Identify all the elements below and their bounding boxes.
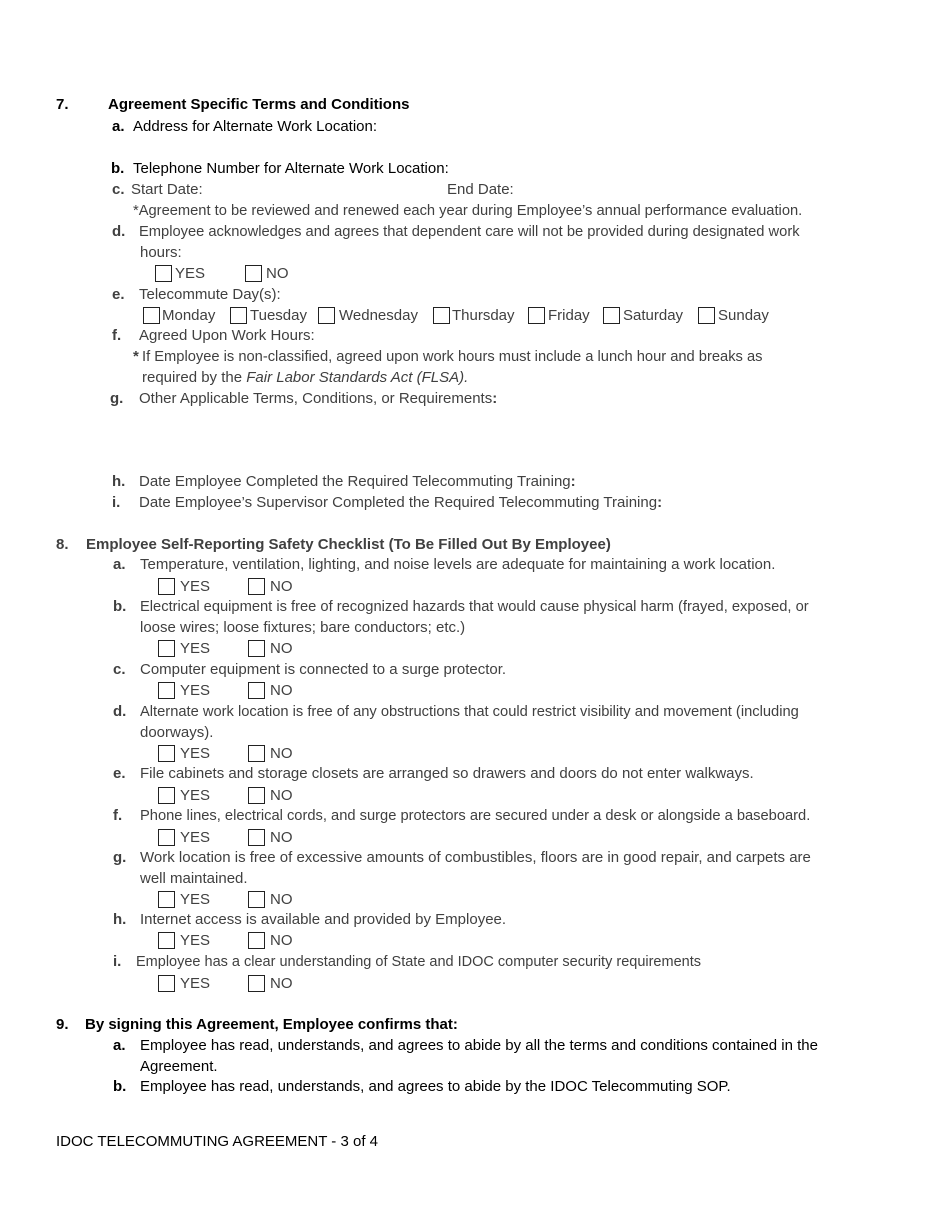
item-8d-yes-checkbox[interactable]	[158, 745, 175, 762]
item-8d-letter: d.	[113, 703, 127, 720]
item-9a-line2: Agreement.	[140, 1058, 218, 1075]
section-9-number: 9.	[56, 1016, 69, 1033]
item-8e-yes-checkbox[interactable]	[158, 787, 175, 804]
item-8b-yes-label: YES	[180, 640, 211, 657]
item-9b-letter: b.	[113, 1078, 127, 1095]
item-7h-letter: h.	[112, 473, 126, 490]
section-9-title: By signing this Agreement, Employee confirms that:	[85, 1016, 458, 1033]
page-footer: IDOC TELECOMMUTING AGREEMENT - 3 of 4	[56, 1133, 379, 1150]
item-7d-letter: d.	[112, 223, 126, 240]
item-7b-letter: b.	[111, 160, 125, 177]
day-sunday-label: Sunday	[718, 307, 769, 324]
item-8c-yes-checkbox[interactable]	[158, 682, 175, 699]
end-date-label: End Date:	[447, 181, 514, 198]
item-8b-no-label: NO	[270, 640, 293, 657]
item-8b-line2: loose wires; loose fixtures; bare conductors; etc.)	[140, 619, 466, 636]
item-7a-letter: a.	[112, 118, 125, 135]
dependent-care-yes-checkbox[interactable]	[155, 265, 172, 282]
item-8a-no-checkbox[interactable]	[248, 578, 265, 595]
day-saturday-label: Saturday	[623, 307, 684, 324]
item-9a-letter: a.	[113, 1037, 126, 1054]
item-8f-yes-label: YES	[180, 829, 211, 846]
item-8f-letter: f.	[113, 807, 123, 824]
item-8i-yes-checkbox[interactable]	[158, 975, 175, 992]
item-8c-letter: c.	[113, 661, 126, 678]
item-8g-yes-label: YES	[180, 891, 211, 908]
item-8b-letter: b.	[113, 598, 127, 615]
item-8d-no-label: NO	[270, 745, 293, 762]
item-8a-text: Temperature, ventilation, lighting, and noise levels are adequate for maintaining a work location.	[140, 556, 776, 573]
day-saturday-checkbox[interactable]	[603, 307, 620, 324]
item-7e-text: Telecommute Day(s):	[139, 286, 281, 303]
item-9b-text: Employee has read, understands, and agrees to abide by the IDOC Telecommuting SOP.	[140, 1078, 731, 1095]
section-8-number: 8.	[56, 536, 69, 553]
item-8e-letter: e.	[113, 765, 126, 782]
item-8d-no-checkbox[interactable]	[248, 745, 265, 762]
item-9a-line1: Employee has read, understands, and agrees to abide by all the terms and conditions contained in the	[140, 1037, 818, 1054]
item-7i-letter: i.	[112, 494, 121, 511]
start-date-label: Start Date:	[131, 181, 203, 198]
item-8b-yes-checkbox[interactable]	[158, 640, 175, 657]
item-8e-no-checkbox[interactable]	[248, 787, 265, 804]
item-8c-text: Computer equipment is connected to a surge protector.	[140, 661, 507, 678]
item-8a-yes-checkbox[interactable]	[158, 578, 175, 595]
item-8e-no-label: NO	[270, 787, 293, 804]
item-7f-text: Agreed Upon Work Hours:	[139, 327, 315, 344]
dependent-care-no-label: NO	[266, 265, 289, 282]
section-7-number: 7.	[56, 96, 69, 113]
item-8g-yes-checkbox[interactable]	[158, 891, 175, 908]
item-8i-text: Employee has a clear understanding of State and IDOC computer security requirements	[136, 954, 701, 970]
flsa-act-name: Fair Labor Standards Act (FLSA).	[246, 369, 469, 386]
day-tuesday-label: Tuesday	[250, 307, 307, 324]
item-8i-yes-label: YES	[180, 975, 211, 992]
item-8c-no-label: NO	[270, 682, 293, 699]
review-note: *Agreement to be reviewed and renewed each year during Employee’s annual performance evaluation.	[133, 203, 803, 219]
day-thursday-checkbox[interactable]	[433, 307, 450, 324]
item-8a-no-label: NO	[270, 578, 293, 595]
dependent-care-no-checkbox[interactable]	[245, 265, 262, 282]
item-8b-line1: Electrical equipment is free of recognized hazards that would cause physical harm (frayed, exposed, or	[140, 599, 809, 615]
day-monday-checkbox[interactable]	[143, 307, 160, 324]
item-8f-text: Phone lines, electrical cords, and surge protectors are secured under a desk or alongside a baseboard.	[140, 808, 811, 824]
flsa-note-star: *	[133, 348, 139, 365]
item-8h-no-checkbox[interactable]	[248, 932, 265, 949]
item-8h-no-label: NO	[270, 932, 293, 949]
item-8a-yes-label: YES	[180, 578, 211, 595]
item-7g-text: Other Applicable Terms, Conditions, or Requirements:	[139, 390, 498, 407]
item-8h-yes-checkbox[interactable]	[158, 932, 175, 949]
item-8g-line1: Work location is free of excessive amounts of combustibles, floors are in good repair, and carpets are	[140, 849, 811, 866]
day-friday-label: Friday	[548, 307, 590, 324]
item-8i-no-label: NO	[270, 975, 293, 992]
item-8f-yes-checkbox[interactable]	[158, 829, 175, 846]
item-7a-text: Address for Alternate Work Location:	[133, 118, 378, 135]
flsa-note-line2: required by the Fair Labor Standards Act (FLSA).	[142, 369, 469, 386]
item-8i-no-checkbox[interactable]	[248, 975, 265, 992]
day-tuesday-checkbox[interactable]	[230, 307, 247, 324]
item-8h-letter: h.	[113, 911, 127, 928]
item-8c-yes-label: YES	[180, 682, 211, 699]
item-8e-yes-label: YES	[180, 787, 211, 804]
flsa-note-line1: If Employee is non-classified, agreed upon work hours must include a lunch hour and breaks as	[142, 349, 763, 365]
item-7d-line2: hours:	[140, 244, 182, 261]
item-8a-letter: a.	[113, 556, 126, 573]
day-friday-checkbox[interactable]	[528, 307, 545, 324]
day-thursday-label: Thursday	[452, 307, 515, 324]
item-8d-yes-label: YES	[180, 745, 211, 762]
item-8f-no-checkbox[interactable]	[248, 829, 265, 846]
day-wednesday-checkbox[interactable]	[318, 307, 335, 324]
dependent-care-yes-label: YES	[175, 265, 206, 282]
day-sunday-checkbox[interactable]	[698, 307, 715, 324]
item-8d-line2: doorways).	[140, 724, 214, 741]
item-8h-text: Internet access is available and provided by Employee.	[140, 911, 507, 928]
item-7e-letter: e.	[112, 286, 125, 303]
item-8i-letter: i.	[113, 953, 122, 970]
section-7-title: Agreement Specific Terms and Conditions	[108, 96, 410, 113]
item-8h-yes-label: YES	[180, 932, 211, 949]
item-7f-letter: f.	[112, 327, 122, 344]
item-7h-text: Date Employee Completed the Required Telecommuting Training:	[139, 473, 576, 490]
item-8e-text: File cabinets and storage closets are arranged so drawers and doors do not enter walkways.	[140, 765, 754, 782]
item-8d-line1: Alternate work location is free of any obstructions that could restrict visibility and movement (including	[140, 704, 799, 720]
item-8g-letter: g.	[113, 849, 127, 866]
day-wednesday-label: Wednesday	[339, 307, 418, 324]
item-7g-letter: g.	[110, 390, 124, 407]
item-8g-no-checkbox[interactable]	[248, 891, 265, 908]
item-8g-no-label: NO	[270, 891, 293, 908]
item-8f-no-label: NO	[270, 829, 293, 846]
item-7b-text: Telephone Number for Alternate Work Location:	[133, 160, 449, 177]
day-monday-label: Monday	[162, 307, 216, 324]
item-8c-no-checkbox[interactable]	[248, 682, 265, 699]
item-7i-text: Date Employee’s Supervisor Completed the Required Telecommuting Training:	[139, 494, 663, 511]
item-8b-no-checkbox[interactable]	[248, 640, 265, 657]
item-7d-line1: Employee acknowledges and agrees that dependent care will not be provided during designated work	[139, 224, 800, 240]
item-8g-line2: well maintained.	[140, 870, 248, 887]
section-8-title: Employee Self-Reporting Safety Checklist (To Be Filled Out By Employee)	[86, 536, 611, 553]
item-7c-letter: c.	[112, 181, 125, 198]
